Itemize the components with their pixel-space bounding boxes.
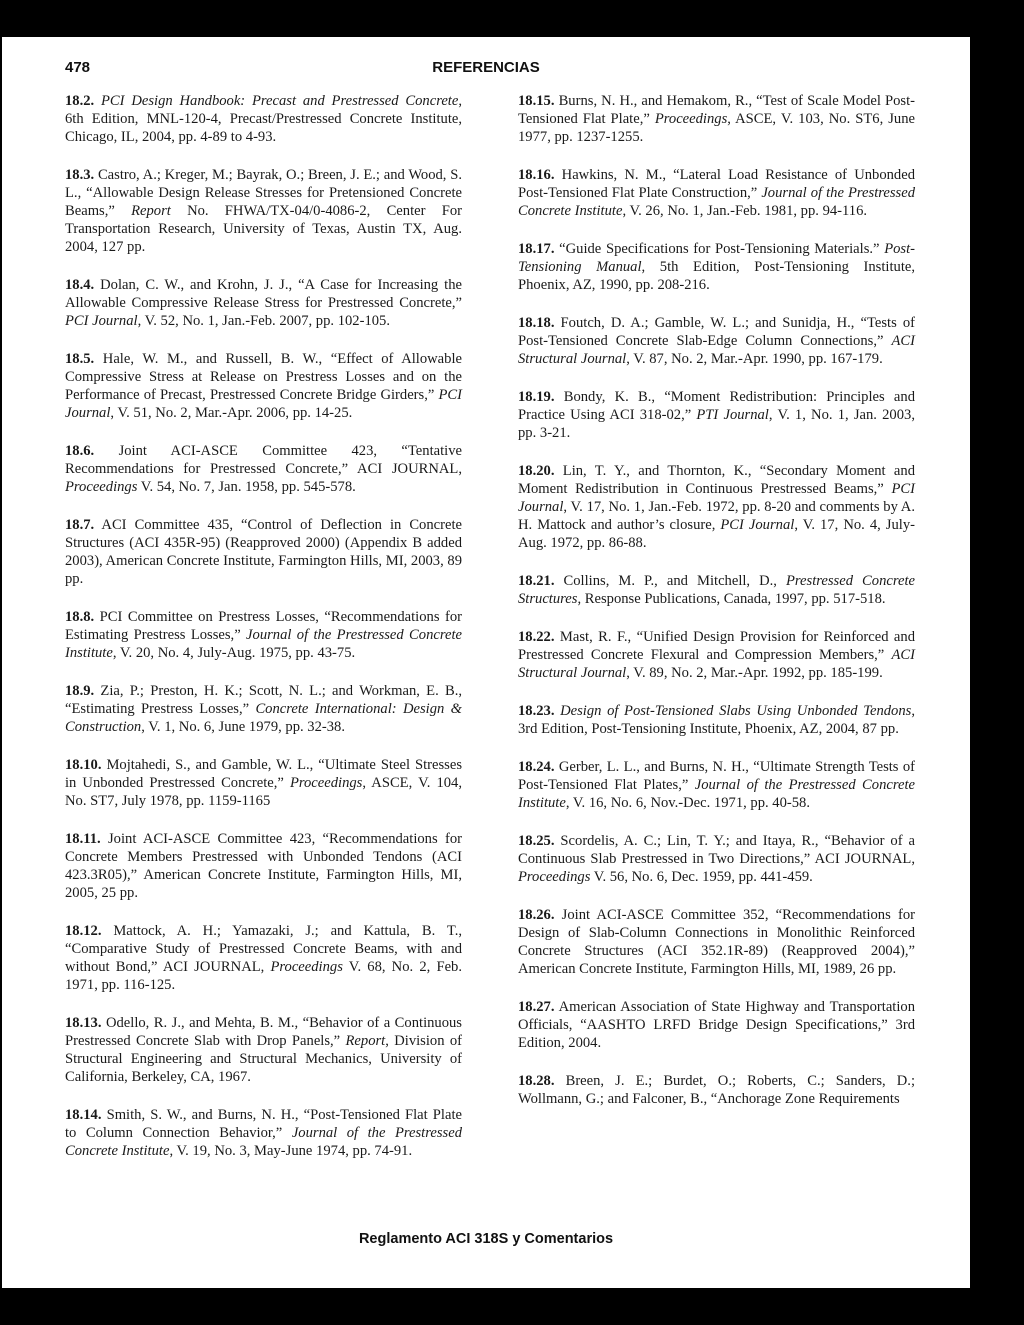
reference-entry — [518, 572, 915, 608]
reference-number: 18.7. — [65, 517, 95, 533]
reference-text: , V. 89, No. 2, Mar.-Apr. 1992, pp. 185-199. — [626, 665, 883, 681]
reference-text: Burns, N. H., and Hemakom, R., “Test of Scale Model Post-Tensioned Flat Plate,” — [518, 93, 915, 127]
reference-number: 18.27. — [518, 999, 555, 1015]
reference-text: PCI Committee on Prestress Losses, “Recommendations for Estimating Prestress Losses,” — [65, 609, 462, 643]
reference-text: Smith, S. W., and Burns, N. H., “Post-Tensioned Flat Plate to Column Connection Behavior,” — [65, 1107, 462, 1141]
reference-title-italic: Prestressed Concrete Structures — [518, 573, 916, 607]
reference-entry — [518, 462, 915, 552]
page-number: 478 — [65, 59, 91, 76]
document-page — [2, 37, 970, 1288]
reference-number: 18.6. — [65, 443, 95, 459]
reference-text: Hawkins, N. M., “Lateral Load Resistance of Unbonded Post-Tensioned Flat Plate Construction,” — [518, 167, 915, 201]
reference-title-italic: PCI Design Handbook: Precast and Prestressed Concrete — [101, 93, 459, 109]
reference-text: V. 54, No. 7, Jan. 1958, pp. 545-578. — [137, 479, 356, 495]
reference-title-italic: ACI Structural Journal — [518, 333, 915, 367]
reference-text: Dolan, C. W., and Krohn, J. J., “A Case for Increasing the Allowable Compressive Release Stress for Prestressed Concrete,” — [65, 277, 462, 311]
reference-text: Foutch, D. A.; Gamble, W. L.; and Sunidja, H., “Tests of Post-Tensioned Concrete Slab-Edge Column Connections,” — [518, 315, 915, 349]
reference-number: 18.25. — [518, 833, 555, 849]
reference-text: Breen, J. E.; Burdet, O.; Roberts, C.; Sanders, D.; Wollmann, G.; and Falconer, B., “Anchorage Zone Requirements — [518, 1073, 915, 1107]
reference-text: , V. 20, No. 4, July-Aug. 1975, pp. 43-75. — [112, 645, 356, 661]
reference-entry — [518, 388, 915, 442]
reference-text: V. 68, No. 2, Feb. 1971, pp. 116-125. — [65, 959, 462, 993]
reference-entry — [65, 350, 462, 422]
reference-text: Gerber, L. L., and Burns, N. H., “Ultimate Strength Tests of Post-Tensioned Flat Plates,” — [518, 759, 915, 793]
reference-text: , V. 16, No. 6, Nov.-Dec. 1971, pp. 40-58. — [565, 795, 811, 811]
reference-title-italic: Proceedings — [654, 111, 728, 127]
reference-number: 18.5. — [65, 351, 95, 367]
reference-text: , V. 1, No. 6, June 1979, pp. 32-38. — [141, 719, 345, 735]
reference-title-italic: Concrete International: Design & Construction — [65, 701, 462, 735]
reference-text: Joint ACI-ASCE Committee 423, “Tentative Recommendations for Prestressed Concrete,” ACI JOURNAL, — [65, 443, 462, 477]
reference-number: 18.26. — [518, 907, 555, 923]
reference-text: Collins, M. P., and Mitchell, D., — [554, 573, 786, 589]
reference-entry — [518, 906, 915, 978]
reference-number: 18.12. — [65, 923, 102, 939]
left-column-references — [65, 92, 462, 1180]
reference-text: Mast, R. F., “Unified Design Provision for Reinforced and Prestressed Concrete Flexural and Compression Members,” — [518, 629, 915, 663]
reference-title-italic: PCI Journal — [65, 387, 462, 421]
reference-entry — [65, 682, 462, 736]
reference-text: , V. 52, No. 1, Jan.-Feb. 2007, pp. 102-105. — [137, 313, 390, 329]
reference-number: 18.17. — [518, 241, 555, 257]
reference-entry — [518, 998, 915, 1052]
reference-text: , 5th Edition, Post-Tensioning Institute, Phoenix, AZ, 1990, pp. 208-216. — [518, 259, 915, 293]
reference-text: “Guide Specifications for Post-Tensioning Materials.” — [554, 241, 885, 257]
right-column-references — [518, 92, 915, 1128]
reference-title-italic: PCI Journal — [65, 313, 138, 329]
reference-number: 18.15. — [518, 93, 555, 109]
reference-title-italic: PCI Journal — [720, 517, 795, 533]
reference-number: 18.4. — [65, 277, 95, 293]
reference-number: 18.19. — [518, 389, 555, 405]
reference-entry — [65, 756, 462, 810]
reference-number: 18.16. — [518, 167, 555, 183]
reference-title-italic: Report — [345, 1033, 386, 1049]
reference-entry — [65, 276, 462, 330]
reference-text: , V. 17, No. 4, July-Aug. 1972, pp. 86-88. — [518, 517, 915, 551]
reference-text: , V. 26, No. 1, Jan.-Feb. 1981, pp. 94-116. — [622, 203, 868, 219]
reference-text: Scordelis, A. C.; Lin, T. Y.; and Itaya, R., “Behavior of a Continuous Slab Prestressed in Two Directions,” ACI JOURNAL, — [518, 833, 915, 867]
reference-text: , 6th Edition, MNL-120-4, Precast/Prestressed Concrete Institute, Chicago, IL, 2004, pp. 4-89 to 4-93. — [65, 93, 462, 145]
reference-number: 18.8. — [65, 609, 95, 625]
page-footer: Reglamento ACI 318S y Comentarios — [358, 1231, 614, 1247]
reference-entry — [65, 1014, 462, 1086]
reference-text: Hale, W. M., and Russell, B. W., “Effect of Allowable Compressive Stress at Release on Prestress Losses and on the Performance of Precast, Prestressed Concrete Bridge Girders,” — [65, 351, 462, 403]
reference-entry — [65, 1106, 462, 1160]
reference-text: , 3rd Edition, Post-Tensioning Institute, Phoenix, AZ, 2004, 87 pp. — [518, 703, 915, 737]
reference-text: Joint ACI-ASCE Committee 352, “Recommendations for Design of Slab-Column Connections in Monolithic Reinforced Concrete Structures (ACI 352.1R-89) (Reapproved 2004),” American Concrete Institute, Farmington Hills, MI, 1989, 26 pp. — [518, 907, 915, 977]
reference-entry — [65, 442, 462, 496]
reference-entry — [65, 922, 462, 994]
reference-title-italic: Journal of the Prestressed Concrete Institute — [65, 1125, 462, 1159]
reference-text: Odello, R. J., and Mehta, B. M., “Behavior of a Continuous Prestressed Concrete Slab with Drop Panels,” — [65, 1015, 462, 1049]
reference-text: Mojtahedi, S., and Gamble, W. L., “Ultimate Steel Stresses in Unbonded Prestressed Concrete,” — [65, 757, 462, 791]
reference-title-italic: PCI Journal — [518, 481, 915, 515]
reference-number: 18.22. — [518, 629, 555, 645]
reference-text: , V. 87, No. 2, Mar.-Apr. 1990, pp. 167-179. — [626, 351, 883, 367]
reference-title-italic: Design of Post-Tensioned Slabs Using Unbonded Tendons — [560, 703, 912, 719]
reference-entry — [518, 240, 915, 294]
reference-number: 18.23. — [518, 703, 555, 719]
reference-title-italic: Journal of the Prestressed Concrete Institute — [65, 627, 463, 661]
reference-text: No. FHWA/TX-04/0-4086-2, Center For Transportation Research, University of Texas, Austin TX, Aug. 2004, 127 pp. — [65, 203, 462, 255]
reference-entry — [65, 516, 462, 588]
reference-number: 18.21. — [518, 573, 555, 589]
reference-text: American Association of State Highway and Transportation Officials, “AASHTO LRFD Bridge Design Specifications,” 3rd Edition, 2004. — [518, 999, 915, 1051]
reference-text: Joint ACI-ASCE Committee 423, “Recommendations for Concrete Members Prestressed with Unbonded Tendons (ACI 423.3R05),” American Concrete Institute, Farmington Hills, MI, 2005, 25 pp. — [65, 831, 462, 901]
reference-number: 18.11. — [65, 831, 101, 847]
reference-entry — [65, 830, 462, 902]
reference-entry — [518, 166, 915, 220]
reference-text: , Response Publications, Canada, 1997, pp. 517-518. — [577, 591, 886, 607]
reference-number: 18.3. — [65, 167, 95, 183]
reference-entry — [518, 92, 915, 146]
reference-entry — [518, 628, 915, 682]
reference-title-italic: Journal of the Prestressed Concrete Institute — [518, 185, 915, 219]
reference-text: , Division of Structural Engineering and Structural Mechanics, University of California, Berkeley, CA, 1967. — [65, 1033, 462, 1085]
reference-text — [94, 93, 101, 109]
reference-number: 18.20. — [518, 463, 555, 479]
reference-text: Lin, T. Y., and Thornton, K., “Secondary Moment and Moment Redistribution in Continuous Prestressed Beams,” — [518, 463, 915, 497]
reference-title-italic: ACI Structural Journal — [518, 647, 915, 681]
reference-text: , ASCE, V. 104, No. ST7, July 1978, pp. 1159-1165 — [65, 775, 462, 809]
reference-number: 18.2. — [65, 93, 95, 109]
reference-text: , V. 51, No. 2, Mar.-Apr. 2006, pp. 14-25. — [110, 405, 353, 421]
reference-title-italic: Proceedings — [65, 479, 138, 495]
reference-title-italic: Journal of the Prestressed Concrete Institute — [518, 777, 915, 811]
reference-number: 18.14. — [65, 1107, 102, 1123]
reference-title-italic: Post-Tensioning Manual — [518, 241, 915, 275]
reference-title-italic: PTI Journal — [696, 407, 769, 423]
reference-entry — [518, 314, 915, 368]
reference-number: 18.10. — [65, 757, 102, 773]
reference-text: Mattock, A. H.; Yamazaki, J.; and Kattula, B. T., “Comparative Study of Prestressed Concrete Beams, with and without Bond,” ACI JOURNAL, — [65, 923, 462, 975]
reference-entry — [65, 608, 462, 662]
reference-text: , V. 19, No. 3, May-June 1974, pp. 74-91. — [169, 1143, 413, 1159]
reference-entry — [518, 702, 915, 738]
reference-text: Bondy, K. B., “Moment Redistribution: Principles and Practice Using ACI 318-02,” — [518, 389, 915, 423]
reference-entry — [518, 832, 915, 886]
reference-number: 18.9. — [65, 683, 95, 699]
reference-title-italic: Report — [131, 203, 171, 219]
reference-entry — [518, 1072, 915, 1108]
reference-text: V. 56, No. 6, Dec. 1959, pp. 441-459. — [590, 869, 813, 885]
reference-number: 18.24. — [518, 759, 555, 775]
reference-entry — [65, 166, 462, 256]
reference-title-italic: Proceedings — [518, 869, 591, 885]
reference-number: 18.13. — [65, 1015, 102, 1031]
reference-title-italic: Proceedings — [270, 959, 343, 975]
reference-text: Zia, P.; Preston, H. K.; Scott, N. L.; and Workman, E. B., “Estimating Prestress Losses,” — [65, 683, 462, 717]
section-title: REFERENCIAS — [432, 59, 540, 76]
reference-number: 18.18. — [518, 315, 555, 331]
reference-number: 18.28. — [518, 1073, 555, 1089]
reference-text: , ASCE, V. 103, No. ST6, June 1977, pp. 1237-1255. — [518, 111, 915, 145]
reference-text: , V. 1, No. 1, Jan. 2003, pp. 3-21. — [518, 407, 915, 441]
reference-text: Castro, A.; Kreger, M.; Bayrak, O.; Breen, J. E.; and Wood, S. L., “Allowable Design Release Stresses for Pretensioned Concrete Beams,” — [65, 167, 462, 219]
reference-entry — [518, 758, 915, 812]
reference-text: , V. 17, No. 1, Jan.-Feb. 1972, pp. 8-20 and comments by A. H. Mattock and author’s closure, — [518, 499, 915, 533]
reference-entry — [65, 92, 462, 146]
reference-title-italic: Proceedings — [289, 775, 363, 791]
reference-text: ACI Committee 435, “Control of Deflection in Concrete Structures (ACI 435R-95) (Reapproved 2000) (Appendix B added 2003), American Concrete Institute, Farmington Hills, MI, 2003, 89 pp. — [65, 517, 462, 587]
